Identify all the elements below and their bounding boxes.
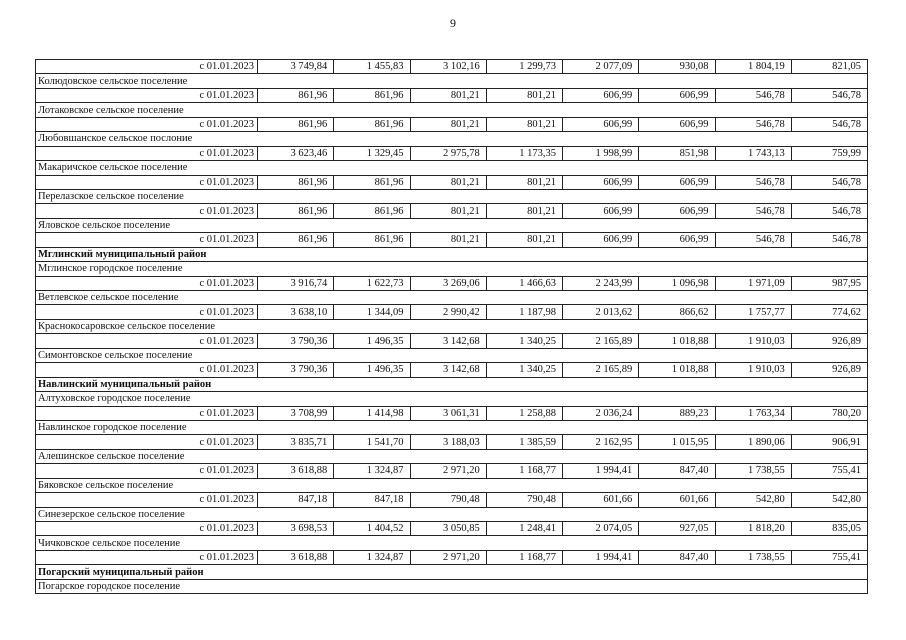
tariff-value-cell: 546,78	[715, 233, 791, 247]
tariff-value-cell: 3 188,03	[410, 435, 486, 449]
tariff-value-cell: 755,41	[791, 550, 867, 564]
tariff-value-cell: 546,78	[715, 117, 791, 131]
tariff-value-cell: 1 910,03	[715, 334, 791, 348]
tariff-value-cell: 755,41	[791, 464, 867, 478]
tariff-value-cell: 835,05	[791, 522, 867, 536]
settlement-row	[36, 218, 868, 232]
tariff-value-cell: 1 496,35	[334, 334, 410, 348]
tariff-value-cell: 1 738,55	[715, 464, 791, 478]
tariff-value-cell: 3 142,68	[410, 363, 486, 377]
tariff-value-cell: 1 329,45	[334, 146, 410, 160]
tariff-value-cell: 801,21	[486, 88, 562, 102]
tariff-value-cell: 861,96	[258, 233, 334, 247]
tariff-value-cell: 861,96	[334, 204, 410, 218]
tariff-row	[36, 464, 868, 478]
tariff-value-cell: 606,99	[639, 204, 715, 218]
tariff-value-cell: 3 790,36	[258, 363, 334, 377]
tariff-value-cell: 1 299,73	[486, 60, 562, 74]
effective-date-cell: с 01.01.2023	[36, 464, 258, 478]
tariff-row	[36, 363, 868, 377]
settlement-name: Мглинское городское поселение	[36, 262, 868, 276]
tariff-value-cell: 546,78	[791, 175, 867, 189]
settlement-row	[36, 449, 868, 463]
settlement-row	[36, 319, 868, 333]
district-name: Мглинский муниципальный район	[36, 247, 868, 261]
tariff-value-cell: 2 162,95	[563, 435, 639, 449]
tariff-value-cell: 1 496,35	[334, 363, 410, 377]
tariff-value-cell: 3 623,46	[258, 146, 334, 160]
settlement-name: Лотаковское сельское поселение	[36, 103, 868, 117]
effective-date-cell: с 01.01.2023	[36, 276, 258, 290]
tariff-value-cell: 601,66	[563, 493, 639, 507]
tariff-value-cell: 3 142,68	[410, 334, 486, 348]
tariff-value-cell: 1 404,52	[334, 522, 410, 536]
settlement-row	[36, 507, 868, 521]
tariff-value-cell: 3 835,71	[258, 435, 334, 449]
settlement-row	[36, 189, 868, 203]
tariff-value-cell: 801,21	[410, 204, 486, 218]
page-number: 9	[450, 16, 456, 30]
tariff-value-cell: 861,96	[334, 175, 410, 189]
tariff-value-cell: 987,95	[791, 276, 867, 290]
district-name: Погарский муниципальный район	[36, 565, 868, 579]
district-header-row	[36, 565, 868, 579]
tariff-value-cell: 1 818,20	[715, 522, 791, 536]
tariff-value-cell: 801,21	[410, 233, 486, 247]
settlement-name: Чичковское сельское поселение	[36, 536, 868, 550]
effective-date-cell: с 01.01.2023	[36, 493, 258, 507]
settlement-row	[36, 103, 868, 117]
settlement-row	[36, 161, 868, 175]
tariff-value-cell: 1 971,09	[715, 276, 791, 290]
tariff-value-cell: 801,21	[410, 117, 486, 131]
tariff-value-cell: 759,99	[791, 146, 867, 160]
settlement-name: Бяковское сельское поселение	[36, 478, 868, 492]
tariff-row	[36, 233, 868, 247]
tariff-value-cell: 3 269,06	[410, 276, 486, 290]
tariff-value-cell: 606,99	[639, 233, 715, 247]
tariff-value-cell: 2 971,20	[410, 550, 486, 564]
settlement-name: Алешинское сельское поселение	[36, 449, 868, 463]
tariff-value-cell: 801,21	[486, 175, 562, 189]
tariff-value-cell: 801,21	[486, 204, 562, 218]
tariff-value-cell: 1 018,88	[639, 334, 715, 348]
tariff-value-cell: 801,21	[486, 233, 562, 247]
tariff-value-cell: 1 757,77	[715, 305, 791, 319]
tariff-value-cell: 3 061,31	[410, 406, 486, 420]
tariff-value-cell: 2 990,42	[410, 305, 486, 319]
tariff-value-cell: 1 541,70	[334, 435, 410, 449]
tariff-value-cell: 1 994,41	[563, 550, 639, 564]
tariff-value-cell: 774,62	[791, 305, 867, 319]
tariff-value-cell: 906,91	[791, 435, 867, 449]
tariff-value-cell: 606,99	[563, 88, 639, 102]
tariff-value-cell: 1 344,09	[334, 305, 410, 319]
tariff-value-cell: 3 708,99	[258, 406, 334, 420]
settlement-row	[36, 74, 868, 88]
tariff-value-cell: 790,48	[410, 493, 486, 507]
tariff-value-cell: 2 165,89	[563, 363, 639, 377]
tariff-value-cell: 1 173,35	[486, 146, 562, 160]
tariff-value-cell: 926,89	[791, 363, 867, 377]
tariff-value-cell: 542,80	[791, 493, 867, 507]
tariff-value-cell: 790,48	[486, 493, 562, 507]
settlement-name: Любовшанское сельское послоние	[36, 132, 868, 146]
tariff-value-cell: 821,05	[791, 60, 867, 74]
tariff-value-cell: 1 763,34	[715, 406, 791, 420]
tariff-value-cell: 546,78	[791, 204, 867, 218]
tariff-row	[36, 88, 868, 102]
tariff-value-cell: 1 324,87	[334, 550, 410, 564]
tariff-value-cell: 3 698,53	[258, 522, 334, 536]
tariff-value-cell: 3 916,74	[258, 276, 334, 290]
tariff-value-cell: 606,99	[563, 175, 639, 189]
tariff-value-cell: 1 994,41	[563, 464, 639, 478]
table-body	[36, 60, 868, 594]
tariff-value-cell: 927,05	[639, 522, 715, 536]
tariff-value-cell: 606,99	[639, 88, 715, 102]
tariff-value-cell: 1 187,98	[486, 305, 562, 319]
tariff-value-cell: 542,80	[715, 493, 791, 507]
tariff-row	[36, 117, 868, 131]
effective-date-cell: с 01.01.2023	[36, 334, 258, 348]
district-header-row	[36, 247, 868, 261]
settlement-row	[36, 420, 868, 434]
tariff-row	[36, 60, 868, 74]
tariff-row	[36, 276, 868, 290]
settlement-row	[36, 536, 868, 550]
settlement-row	[36, 478, 868, 492]
tariff-value-cell: 3 638,10	[258, 305, 334, 319]
tariff-row	[36, 204, 868, 218]
tariff-value-cell: 801,21	[410, 88, 486, 102]
tariff-value-cell: 606,99	[563, 204, 639, 218]
tariff-value-cell: 1 258,88	[486, 406, 562, 420]
settlement-row	[36, 579, 868, 593]
effective-date-cell: с 01.01.2023	[36, 60, 258, 74]
tariff-value-cell: 2 243,99	[563, 276, 639, 290]
tariff-value-cell: 3 102,16	[410, 60, 486, 74]
tariff-value-cell: 606,99	[563, 117, 639, 131]
tariff-value-cell: 1 743,13	[715, 146, 791, 160]
tariff-row	[36, 550, 868, 564]
settlement-name: Перелазское сельское поселение	[36, 189, 868, 203]
tariff-row	[36, 522, 868, 536]
tariff-value-cell: 3 618,88	[258, 464, 334, 478]
tariff-value-cell: 3 790,36	[258, 334, 334, 348]
tariff-value-cell: 1 340,25	[486, 334, 562, 348]
settlement-name: Погарское городское поселение	[36, 579, 868, 593]
tariff-value-cell: 546,78	[791, 88, 867, 102]
tariff-value-cell: 1 738,55	[715, 550, 791, 564]
settlement-name: Макаричское сельское поселение	[36, 161, 868, 175]
tariff-value-cell: 930,08	[639, 60, 715, 74]
tariff-row	[36, 493, 868, 507]
settlement-row	[36, 348, 868, 362]
tariff-value-cell: 2 971,20	[410, 464, 486, 478]
tariff-value-cell: 801,21	[486, 117, 562, 131]
tariff-value-cell: 926,89	[791, 334, 867, 348]
tariff-value-cell: 546,78	[715, 175, 791, 189]
tariff-row	[36, 305, 868, 319]
effective-date-cell: с 01.01.2023	[36, 146, 258, 160]
tariff-value-cell: 1 414,98	[334, 406, 410, 420]
settlement-name: Колюдовское сельское поселение	[36, 74, 868, 88]
tariff-value-cell: 2 036,24	[563, 406, 639, 420]
district-name: Навлинский муниципальный район	[36, 377, 868, 391]
settlement-name: Краснокосаровское сельское поселение	[36, 319, 868, 333]
tariff-value-cell: 861,96	[258, 88, 334, 102]
tariff-value-cell: 546,78	[715, 88, 791, 102]
effective-date-cell: с 01.01.2023	[36, 88, 258, 102]
tariff-value-cell: 1 168,77	[486, 464, 562, 478]
tariff-row	[36, 406, 868, 420]
tariff-value-cell: 1 018,88	[639, 363, 715, 377]
settlement-name: Навлинское городское поселение	[36, 420, 868, 434]
effective-date-cell: с 01.01.2023	[36, 204, 258, 218]
tariff-row	[36, 435, 868, 449]
tariff-value-cell: 2 165,89	[563, 334, 639, 348]
tariff-value-cell: 780,20	[791, 406, 867, 420]
tariff-value-cell: 546,78	[715, 204, 791, 218]
tariff-value-cell: 1 015,95	[639, 435, 715, 449]
district-header-row	[36, 377, 868, 391]
settlement-row	[36, 392, 868, 406]
tariff-value-cell: 1 168,77	[486, 550, 562, 564]
tariff-value-cell: 1 804,19	[715, 60, 791, 74]
tariff-value-cell: 546,78	[791, 117, 867, 131]
effective-date-cell: с 01.01.2023	[36, 175, 258, 189]
tariff-value-cell: 546,78	[791, 233, 867, 247]
tariff-value-cell: 1 890,06	[715, 435, 791, 449]
tariff-row	[36, 175, 868, 189]
tariff-value-cell: 1 466,63	[486, 276, 562, 290]
tariff-value-cell: 847,40	[639, 550, 715, 564]
settlement-row	[36, 132, 868, 146]
tariff-value-cell: 3 618,88	[258, 550, 334, 564]
tariff-row	[36, 146, 868, 160]
tariff-value-cell: 1 340,25	[486, 363, 562, 377]
tariff-table	[35, 59, 868, 594]
tariff-value-cell: 847,18	[334, 493, 410, 507]
tariff-value-cell: 1 455,83	[334, 60, 410, 74]
tariff-value-cell: 861,96	[334, 117, 410, 131]
tariff-value-cell: 801,21	[410, 175, 486, 189]
settlement-row	[36, 291, 868, 305]
settlement-name: Ветлевское сельское поселение	[36, 291, 868, 305]
effective-date-cell: с 01.01.2023	[36, 363, 258, 377]
tariff-value-cell: 847,40	[639, 464, 715, 478]
tariff-value-cell: 1 324,87	[334, 464, 410, 478]
settlement-name: Синезерское сельское поселение	[36, 507, 868, 521]
effective-date-cell: с 01.01.2023	[36, 550, 258, 564]
effective-date-cell: с 01.01.2023	[36, 435, 258, 449]
tariff-value-cell: 2 077,09	[563, 60, 639, 74]
tariff-value-cell: 847,18	[258, 493, 334, 507]
tariff-value-cell: 889,23	[639, 406, 715, 420]
tariff-row	[36, 334, 868, 348]
tariff-value-cell: 1 910,03	[715, 363, 791, 377]
effective-date-cell: с 01.01.2023	[36, 233, 258, 247]
tariff-value-cell: 1 248,41	[486, 522, 562, 536]
tariff-value-cell: 606,99	[563, 233, 639, 247]
tariff-value-cell: 861,96	[258, 117, 334, 131]
tariff-value-cell: 3 749,84	[258, 60, 334, 74]
tariff-value-cell: 1 385,59	[486, 435, 562, 449]
tariff-value-cell: 2 975,78	[410, 146, 486, 160]
tariff-value-cell: 861,96	[258, 204, 334, 218]
effective-date-cell: с 01.01.2023	[36, 522, 258, 536]
tariff-value-cell: 601,66	[639, 493, 715, 507]
tariff-value-cell: 2 074,05	[563, 522, 639, 536]
tariff-value-cell: 1 998,99	[563, 146, 639, 160]
tariff-value-cell: 861,96	[334, 88, 410, 102]
tariff-value-cell: 851,98	[639, 146, 715, 160]
tariff-value-cell: 3 050,85	[410, 522, 486, 536]
tariff-value-cell: 1 096,98	[639, 276, 715, 290]
settlement-name: Симонтовское сельское поселение	[36, 348, 868, 362]
tariff-value-cell: 866,62	[639, 305, 715, 319]
settlement-name: Яловское сельское поселение	[36, 218, 868, 232]
tariff-value-cell: 2 013,62	[563, 305, 639, 319]
tariff-value-cell: 606,99	[639, 117, 715, 131]
tariff-value-cell: 1 622,73	[334, 276, 410, 290]
tariff-value-cell: 861,96	[334, 233, 410, 247]
tariff-value-cell: 606,99	[639, 175, 715, 189]
effective-date-cell: с 01.01.2023	[36, 305, 258, 319]
effective-date-cell: с 01.01.2023	[36, 117, 258, 131]
settlement-name: Алтуховское городское поселение	[36, 392, 868, 406]
tariff-value-cell: 861,96	[258, 175, 334, 189]
effective-date-cell: с 01.01.2023	[36, 406, 258, 420]
settlement-row	[36, 262, 868, 276]
